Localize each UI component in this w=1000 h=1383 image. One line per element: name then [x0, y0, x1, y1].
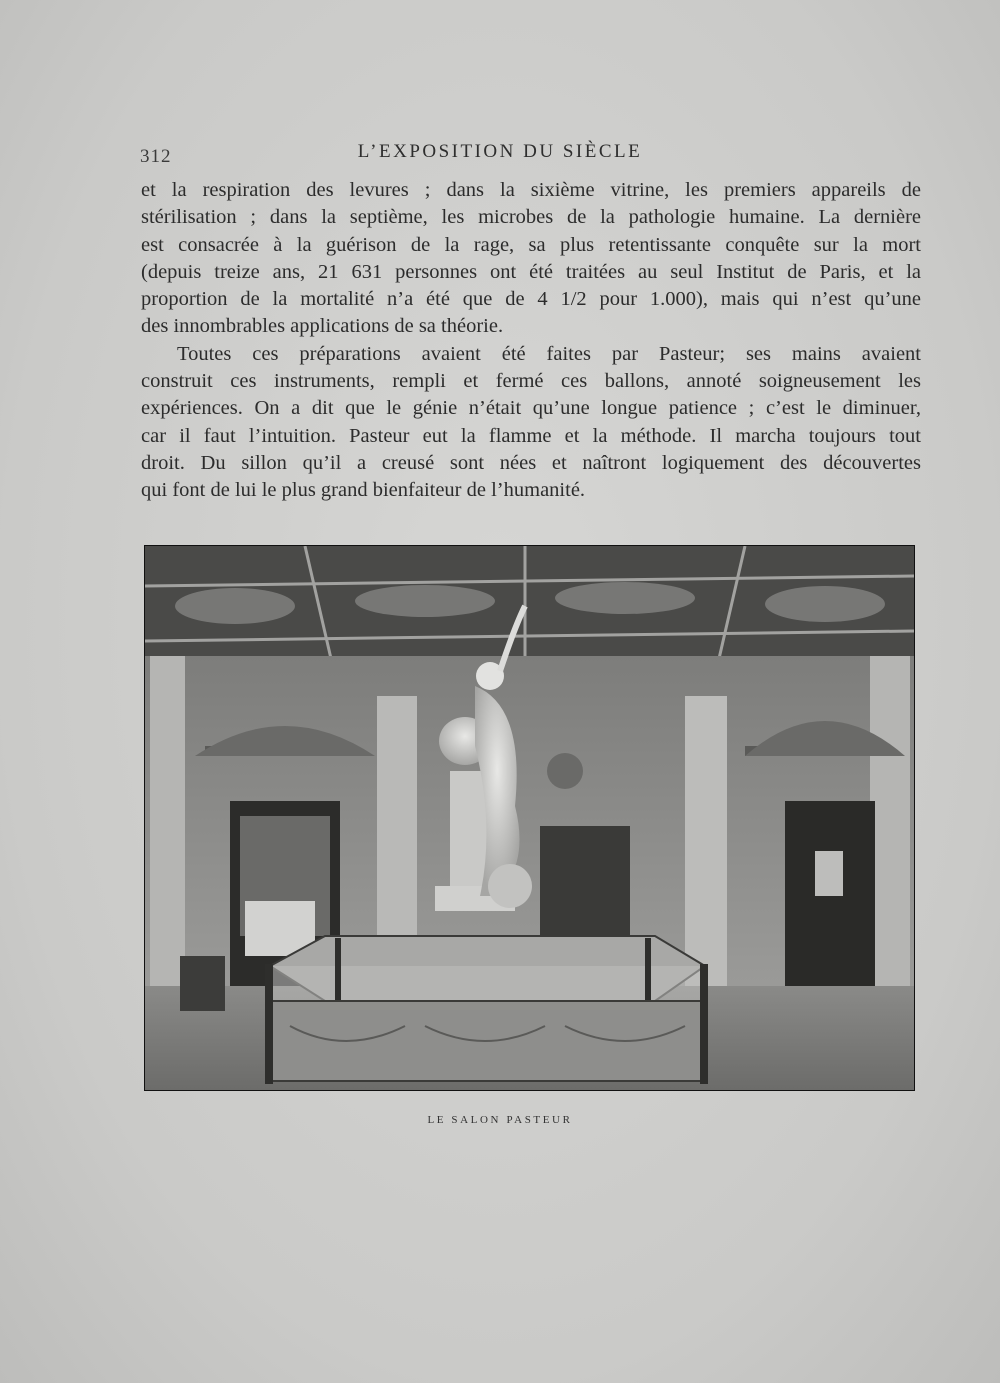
paragraph-2	[141, 341, 921, 505]
text-line: proportion de la mortalité n’a été que de 4 1/2 pour 1.000), mais qui n’est qu’une	[141, 288, 921, 311]
text-line: expériences. On a dit que le génie n’était qu’une longue patience ; c’est le diminuer,	[141, 397, 921, 420]
salon-pasteur-photograph	[144, 545, 915, 1091]
text-line: est consacrée à la guérison de la rage, sa plus retentissante conquête sur la mort	[141, 233, 921, 256]
text-line: des innombrables applications de sa théorie.	[141, 315, 504, 338]
text-line: Toutes ces préparations avaient été faites par Pasteur; ses mains avaient	[177, 342, 921, 365]
text-line: stérilisation ; dans la septième, les microbes de la pathologie humaine. La dernière	[141, 206, 921, 229]
figure-caption: LE SALON PASTEUR	[427, 1114, 573, 1126]
body-text	[141, 177, 921, 505]
text-line: et la respiration des levures ; dans la sixième vitrine, les premiers appareils de	[141, 179, 921, 201]
page-number: 312	[140, 146, 172, 167]
text-line: car il faut l’intuition. Pasteur eut la flamme et la méthode. Il marcha toujours tout	[141, 424, 921, 447]
paragraph-1	[141, 177, 921, 341]
text-line: droit. Du sillon qu’il a creusé sont nées et naîtront logiquement des découvertes	[141, 451, 921, 474]
text-line: construit ces instruments, rempli et fermé ces ballons, annoté soigneusement les	[141, 370, 921, 393]
text-line: (depuis treize ans, 21 631 personnes ont été traitées au seul Institut de Paris, et la	[141, 260, 921, 283]
text-line: qui font de lui le plus grand bienfaiteur de l’humanité.	[141, 479, 586, 502]
running-title: L’EXPOSITION DU SIÈCLE	[357, 141, 643, 162]
